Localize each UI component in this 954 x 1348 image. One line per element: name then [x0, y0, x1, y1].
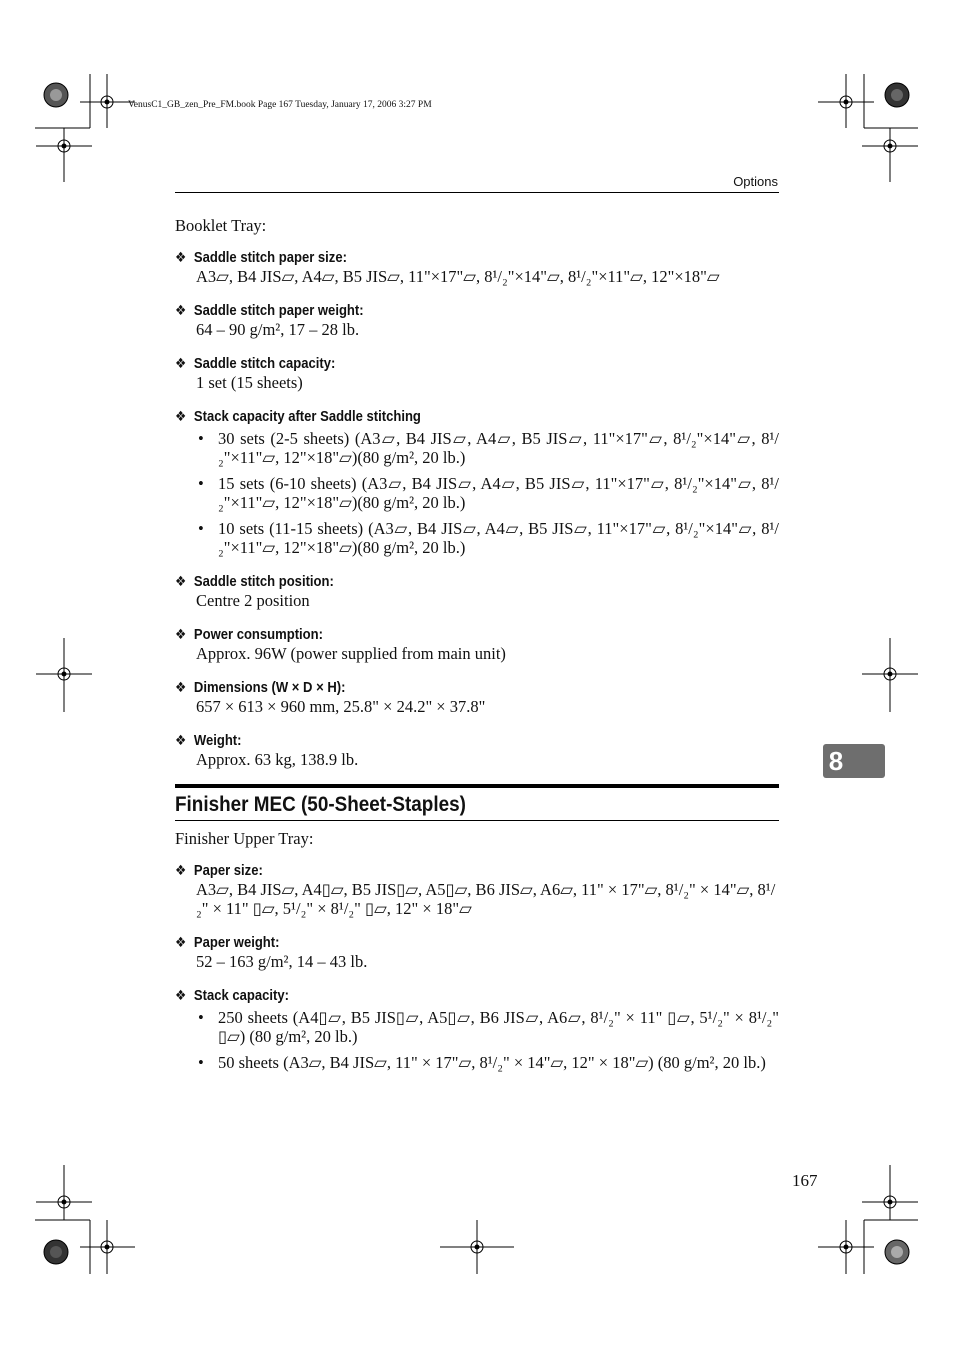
section-title — [175, 784, 779, 821]
stack-capacity-list — [175, 429, 779, 557]
diamond-bullet-icon: ❖ — [175, 249, 187, 265]
list-item: • 30 sets (2-5 sheets) (A3▱, B4 JIS▱, A4▱, B5 JIS▱, 11"×17"▱, 8¹/₂"×14"▱, 8¹/₂"×11"▱, 12"×18"▱)(80 g/m², 20 lb.) — [175, 429, 779, 467]
finisher-stack-list — [175, 1008, 779, 1072]
spec-heading: Paper size: — [193, 863, 263, 879]
finisher-intro: Finisher Upper Tray: — [175, 829, 314, 848]
running-title: Options — [733, 174, 778, 189]
diamond-bullet-icon: ❖ — [175, 934, 187, 950]
spec-heading: Saddle stitch capacity: — [193, 356, 336, 372]
spec-saddle-paper-size — [175, 248, 779, 286]
diamond-bullet-icon: ❖ — [175, 862, 187, 878]
spec-heading: Paper weight: — [193, 935, 280, 951]
list-item: • 50 sheets (A3▱, B4 JIS▱, 11" × 17"▱, 8¹/₂" × 14"▱, 12" × 18"▱) (80 g/m², 20 lb.) — [175, 1053, 779, 1072]
page-number: 167 — [792, 1171, 818, 1190]
spec-saddle-capacity — [175, 354, 779, 392]
diamond-bullet-icon: ❖ — [175, 355, 187, 371]
spec-weight — [175, 731, 779, 769]
spec-heading: Saddle stitch paper size: — [193, 250, 347, 266]
spec-paper-size — [175, 861, 779, 918]
spec-value: 52 – 163 g/m², 14 – 43 lb. — [196, 952, 368, 971]
file-info: VenusC1_GB_zen_Pre_FM.book Page 167 Tuesday, January 17, 2006 3:27 PM — [128, 100, 432, 110]
list-item: • 250 sheets (A4▯▱, B5 JIS▯▱, A5▯▱, B6 JIS▱, A6▱, 8¹/₂" × 11" ▯▱, 5¹/₂" × 8¹/₂" ▯▱) (80 g/m², 20 lb.) — [175, 1008, 779, 1046]
spec-value: 1 set (15 sheets) — [196, 373, 303, 392]
list-item: • 10 sets (11-15 sheets) (A3▱, B4 JIS▱, A4▱, B5 JIS▱, 11"×17"▱, 8¹/₂"×14"▱, 8¹/₂"×11"▱, 12"×18"▱)(80 g/m², 20 lb.) — [175, 519, 779, 557]
spec-saddle-position — [175, 572, 779, 610]
diamond-bullet-icon: ❖ — [175, 679, 187, 695]
spec-power — [175, 625, 779, 663]
chapter-tab — [823, 744, 885, 778]
diamond-bullet-icon: ❖ — [175, 987, 187, 1003]
spec-heading: Power consumption: — [193, 627, 323, 643]
spec-paper-weight — [175, 933, 779, 971]
spec-stack-capacity — [175, 986, 779, 1072]
main-content — [175, 216, 779, 1087]
diamond-bullet-icon: ❖ — [175, 626, 187, 642]
spec-value: Centre 2 position — [196, 591, 310, 610]
booklet-tray-intro: Booklet Tray: — [175, 216, 267, 235]
spec-stack-capacity-saddle — [175, 407, 779, 557]
finisher-title: Finisher MEC (50-Sheet-Staples) — [175, 793, 466, 816]
diamond-bullet-icon: ❖ — [175, 302, 187, 318]
spec-saddle-paper-weight — [175, 301, 779, 339]
spec-heading: Saddle stitch paper weight: — [193, 303, 364, 319]
spec-dimensions — [175, 678, 779, 716]
diamond-bullet-icon: ❖ — [175, 732, 187, 748]
spec-heading: Saddle stitch position: — [193, 574, 334, 590]
spec-value: A3▱, B4 JIS▱, A4▯▱, B5 JIS▯▱, A5▯▱, B6 JIS▱, A6▱, 11" × 17"▱, 8¹/₂" × 14"▱, 8¹/₂" × 11" ▯▱, 5¹/₂" × 8¹/₂" ▯▱, 12" × 18"▱ — [196, 880, 776, 918]
spec-value: Approx. 63 kg, 138.9 lb. — [196, 750, 359, 769]
spec-value: A3▱, B4 JIS▱, A4▱, B5 JIS▱, 11"×17"▱, 8¹/₂"×14"▱, 8¹/₂"×11"▱, 12"×18"▱ — [196, 267, 720, 286]
diamond-bullet-icon: ❖ — [175, 573, 187, 589]
spec-value: Approx. 96W (power supplied from main unit) — [196, 644, 506, 663]
header-rule — [175, 192, 779, 193]
spec-value: 657 × 613 × 960 mm, 25.8" × 24.2" × 37.8" — [196, 697, 486, 716]
spec-heading: Stack capacity: — [193, 988, 289, 1004]
spec-heading: Weight: — [193, 733, 242, 749]
spec-heading: Stack capacity after Saddle stitching — [193, 409, 421, 425]
diamond-bullet-icon: ❖ — [175, 408, 187, 424]
spec-heading: Dimensions (W × D × H): — [193, 680, 346, 696]
chapter-number: 8 — [828, 745, 844, 776]
list-item: • 15 sets (6-10 sheets) (A3▱, B4 JIS▱, A4▱, B5 JIS▱, 11"×17"▱, 8¹/₂"×14"▱, 8¹/₂"×11"▱, 12"×18"▱)(80 g/m², 20 lb.) — [175, 474, 779, 512]
spec-value: 64 – 90 g/m², 17 – 28 lb. — [196, 320, 360, 339]
